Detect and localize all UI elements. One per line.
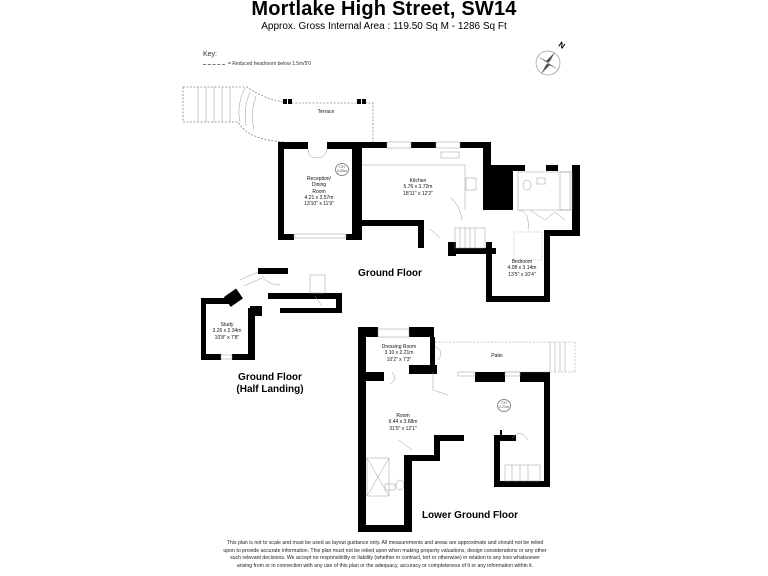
room-dimensions-metric: 4.08 x 3.14m [507, 265, 537, 272]
room-dimensions-metric: 9.44 x 3.68m [388, 419, 418, 426]
room-name: Room [396, 413, 410, 419]
room-dimensions-metric: 4.21 x 3.57m [304, 194, 334, 201]
ceiling-height-badge-reception [335, 163, 349, 176]
patio-label: Patio [491, 353, 503, 359]
room-dimensions-metric: 3.10 x 2.21m [384, 350, 414, 357]
ch-value: 3.93m [337, 169, 347, 174]
gross-area: Approx. Gross Internal Area : 119.50 Sq M - 1286 Sq Ft [261, 21, 507, 32]
room-dimensions-imperial: 18'11" x 12'2" [403, 190, 433, 197]
room-name: Reception/ [307, 176, 331, 182]
room-bedroom [500, 259, 544, 278]
room-kitchen [383, 178, 453, 197]
floor-label-line: Ground Floor [238, 372, 302, 383]
room-name: Kitchen [409, 178, 427, 184]
room-reception-dining [290, 176, 348, 207]
room-dressing [374, 344, 424, 363]
page-title: Mortlake High Street, SW14 [251, 0, 517, 20]
compass-rose-icon [536, 40, 567, 75]
room-name: Study [220, 322, 234, 328]
room-main [378, 413, 428, 432]
room-dimensions-metric: 5.76 x 3.72m [403, 184, 433, 191]
room-dimensions-imperial: 10'2" x 7'3" [386, 356, 412, 363]
disclaimer-text: This plan is not to scale and must be used as layout guidance only. All measurements and areas are approximate and should not be relied upon to provide accurate information. This plan must not be relied upon when making property valuations, design considerations or any other such relevant decisions. We accept no responsibility or liability (whether in contract, tort or otherwise) in relation to any loss whatsoever arising from or in connection with any use of this plan or the adequacy, accuracy or completeness of it or any information within it. [223, 540, 547, 569]
room-dimensions-metric: 3.26 x 2.34m [212, 328, 242, 335]
room-name: Dining [311, 182, 327, 189]
room-name: Bedroom [511, 259, 533, 265]
ch-label: CH [501, 401, 507, 405]
floor-label-line: (Half Landing) [236, 384, 304, 395]
ch-label: CH [339, 165, 345, 169]
ch-value: 2.21m [499, 405, 509, 410]
room-name: Dressing Room [381, 344, 417, 350]
room-name: Room [312, 188, 326, 195]
room-dimensions-imperial: 31'0" x 12'1" [389, 425, 417, 432]
room-study [205, 322, 249, 341]
room-dimensions-imperial: 13'5" x 10'4" [508, 271, 536, 278]
key-label: Key: [203, 51, 218, 58]
key-entry-text: = Reduced headroom below 1.5m/5'0 [228, 61, 312, 67]
terrace-label: Terrace [317, 109, 335, 115]
floor-label-ground: Ground Floor [358, 268, 422, 279]
ceiling-height-badge-room [497, 399, 511, 412]
room-dimensions-imperial: 13'10" x 11'9" [304, 201, 334, 207]
floor-label-half-landing [220, 372, 320, 396]
svg-text:N: N [556, 40, 567, 51]
floor-label-lower-ground: Lower Ground Floor [421, 510, 519, 521]
room-dimensions-imperial: 10'8" x 7'8" [214, 334, 240, 341]
